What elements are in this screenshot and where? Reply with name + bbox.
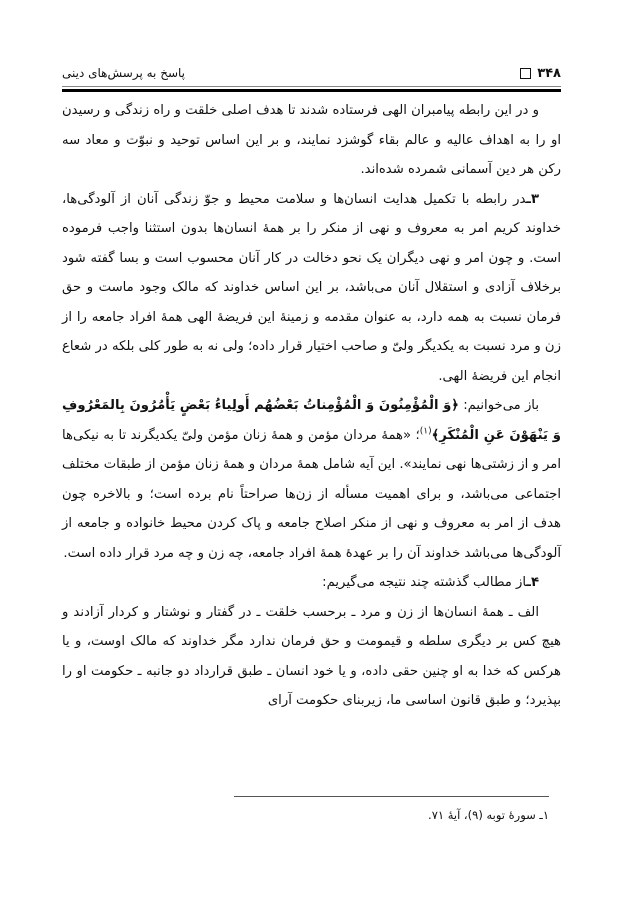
paragraph-1: و در این رابطه پیامبران الهی فرستاده شدند تا هدف اصلی خلقت و راه زندگی و رسیدن او را به اهداف عالیه و عالم بقاء گوشزد نمایند، و بر این اساس توحید و نبوّت و معاد سه رکن هر دین آسمانی شمرده شده‌اند. <box>62 103 561 177</box>
quran-verse: ﴿وَ الْمُؤْمِنُونَ وَ الْمُؤْمِناتُ بَعْضُهُم أَولِياءُ بَعْضٍ يَأْمُرُونَ بِالمَعْرُوفِ وَ يَنْهَوْنَ عَنِ الْمُنْكَرِ﴾ <box>62 398 561 443</box>
paragraph-3-intro: باز می‌خوانیم: <box>459 398 539 413</box>
paragraph-4-text: از مطالب گذشته چند نتیجه می‌گیریم: <box>322 575 527 590</box>
paragraph-4 <box>62 568 561 598</box>
square-box-icon <box>520 68 531 79</box>
footnote-rule <box>234 796 549 797</box>
page-number-group <box>520 66 561 81</box>
paragraph-3-text: ؛ «همهٔ مردان مؤمن و همهٔ زنان مؤمن ولیّ یکدیگرند تا به نیکی‌ها امر و از زشتی‌ها نهی نمایند». این آیه شامل همهٔ مردان و همهٔ زنان مؤمن از طبقات مختلف اجتماعی می‌باشد، و برای اهمیت مسأله از زن‌ها صراحتاً نام برده است؛ و بالاخره چون هدف از امر به معروف و نهی از منکر اصلاح جامعه و پاک کردن محیط خانواده و جامعه از آلودگی‌ها می‌باشد خداوند آن را بر عهدهٔ همهٔ افراد جامعه، چه زن و چه مرد قرار داده است. <box>62 427 561 561</box>
header-rule-thick <box>62 89 561 92</box>
paragraph-5: الف ـ همهٔ انسان‌ها از زن و مرد ـ برحسب خلقت ـ در گفتار و نوشتار و کردار آزادند و هیچ کس بر دیگری سلطه و قیمومت و حق فرمان ندارد مگر خداوند که مالک اوست، و یا هرکس که خدا به او چنین حقی داده، و یا خود انسان ـ طبق قرارداد دو جانبه ـ حکومت او را بپذیرد؛ و طبق قانون اساسی ما، زیربنای حکومت آرای <box>62 604 561 708</box>
running-title: پاسخ به پرسش‌های دینی <box>62 66 186 80</box>
item-number-4: ۴ـ <box>526 575 539 590</box>
page-number: ۳۴۸ <box>537 65 561 81</box>
body-text <box>62 96 561 716</box>
document-page <box>62 0 561 899</box>
paragraph-2 <box>62 185 561 392</box>
footnote: ۱ـ سورهٔ توبه (۹)، آیهٔ ۷۱. <box>428 808 549 822</box>
item-number-3: ۳ـ <box>526 191 539 207</box>
footnote-ref[interactable]: (۱) <box>419 426 432 437</box>
header-rule-thin <box>62 86 561 87</box>
page-header <box>62 62 561 84</box>
paragraph-2-text: در رابطه با تکمیل هدایت انسان‌ها و سلامت محیط و جوّ زندگی آنان از آلودگی‌ها، خداوند کریم امر به معروف و نهی از منکر را بر همهٔ انسان‌ها بدون استثنا واجب فرموده است. و چون امر و نهی دیگران یک نحو دخالت در کار آنان محسوب است و بسا گفته شود برخلاف آزادی و استقلال آنان می‌باشد، بر این اساس خداوند که مالک وجود ماست و حق فرمان نسبت به همه دارد، به عنوان مقدمه و زمینهٔ این فریضهٔ الهی همهٔ افراد جامعه را از زن و مرد نسبت به یکدیگر ولیّ و صاحب اختیار قرار داده؛ ولی نه به طور کلی بلکه در شعاع انجام این فریضهٔ الهی. <box>62 191 561 384</box>
paragraph-3 <box>62 391 561 568</box>
